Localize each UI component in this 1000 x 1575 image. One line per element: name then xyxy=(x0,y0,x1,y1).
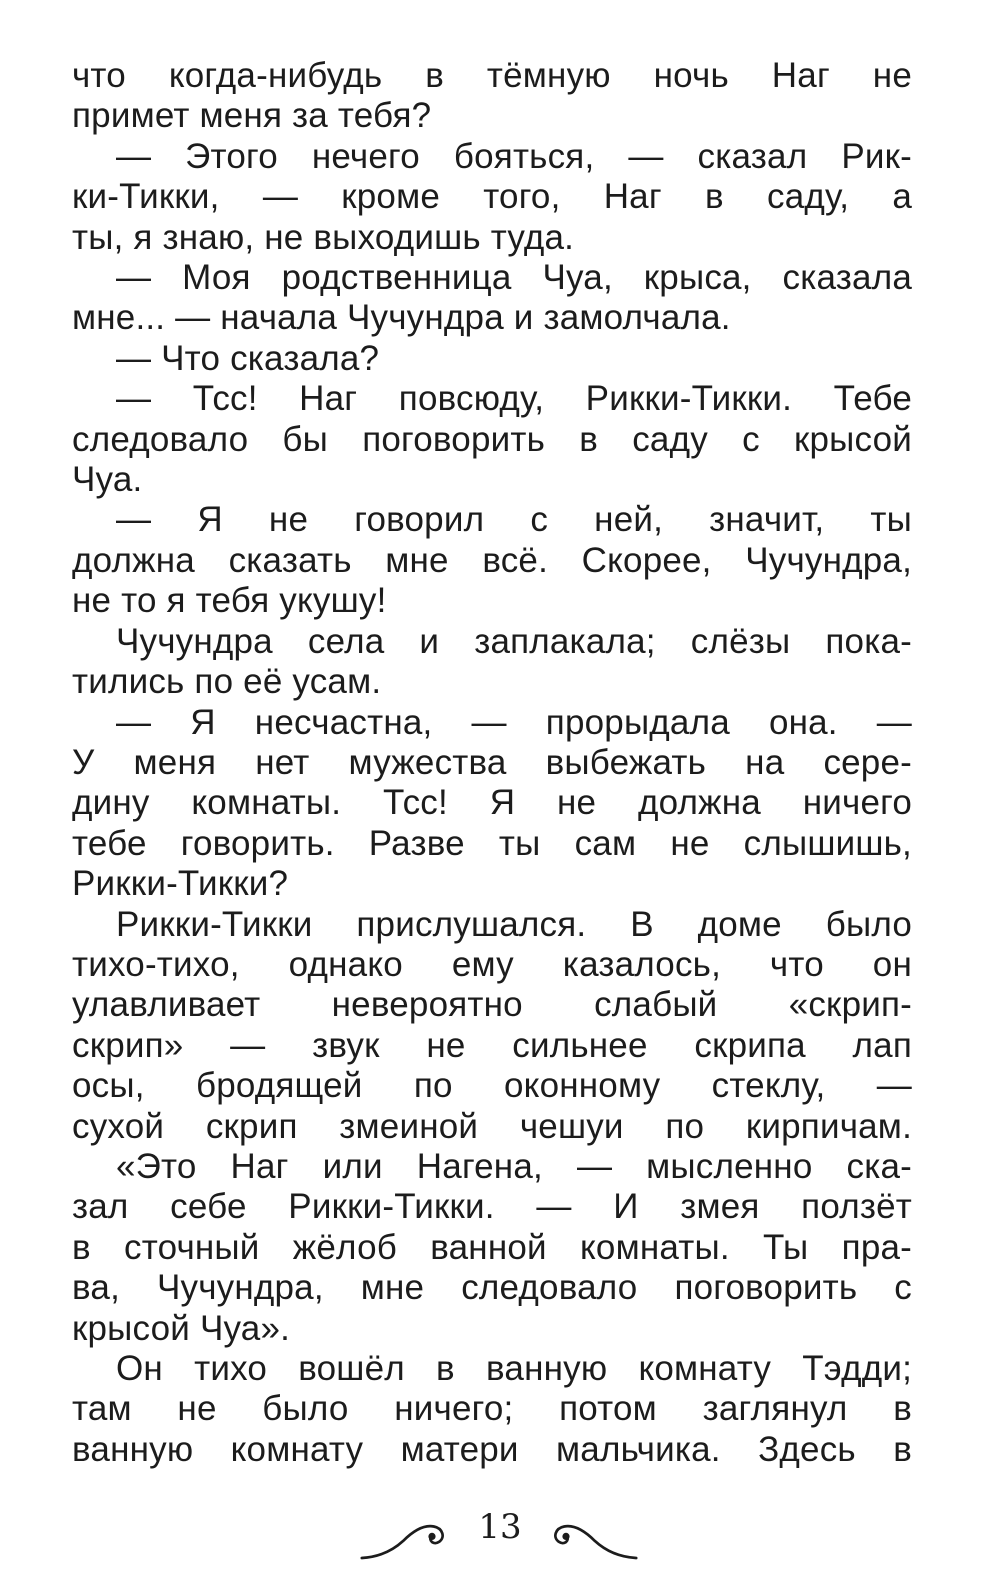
text-line: Рикки-Тикки? xyxy=(72,864,289,904)
text-line: не то я тебя укушу! xyxy=(72,581,387,621)
swirl-ornament-icon xyxy=(548,1515,638,1565)
text-line: У меня нет мужества выбежать на сере- xyxy=(72,742,912,782)
text-line: примет меня за тебя? xyxy=(72,96,432,136)
text-line: улавливает невероятно слабый «скрип- xyxy=(72,985,912,1025)
text-line: — Моя родственница Чуа, крыса, сказала xyxy=(116,258,912,298)
text-line: ты, я знаю, не выходишь туда. xyxy=(72,217,575,257)
text-line: Рикки-Тикки прислушался. В доме было xyxy=(116,904,912,944)
text-line: тебе говорить. Разве ты сам не слышишь, xyxy=(72,823,912,863)
text-line: Чучундра села и заплакала; слёзы пока- xyxy=(116,621,912,661)
text-line: — Я не говорил с ней, значит, ты xyxy=(116,500,912,540)
text-line: в сточный жёлоб ванной комнаты. Ты пра- xyxy=(72,1227,912,1267)
text-line: тились по её усам. xyxy=(72,662,382,702)
text-line: сухой скрип змеиной чешуи по кирпичам. xyxy=(72,1106,912,1146)
page-footer xyxy=(0,1505,1000,1565)
text-line: осы, бродящей по оконному стеклу, — xyxy=(72,1066,912,1106)
text-line: следовало бы поговорить в саду с крысой xyxy=(72,419,912,459)
text-line: — Тсс! Наг повсюду, Рикки-Тикки. Тебе xyxy=(116,379,912,419)
text-line: зал себе Рикки-Тикки. — И змея ползёт xyxy=(72,1187,912,1227)
text-line: должна сказать мне всё. Скорее, Чучундра, xyxy=(72,540,912,580)
text-line: там не было ничего; потом заглянул в xyxy=(72,1389,912,1429)
swirl-ornament-icon xyxy=(360,1515,450,1565)
text-line: мне... — начала Чучундра и замолчала. xyxy=(72,298,731,338)
text-line: — Что сказала? xyxy=(116,338,380,378)
text-line: Он тихо вошёл в ванную комнату Тэдди; xyxy=(116,1349,912,1388)
text-line: ки-Тикки, — кроме того, Наг в саду, а xyxy=(72,177,912,217)
text-line: дину комнаты. Тсс! Я не должна ничего xyxy=(72,783,912,823)
text-line: ванную комнату матери мальчика. Здесь в xyxy=(72,1429,912,1469)
text-line: — Я несчастна, — прорыдала она. — xyxy=(116,702,912,742)
text-line: ва, Чучундра, мне следовало поговорить с xyxy=(72,1268,912,1308)
page-number: 13 xyxy=(478,1507,522,1547)
text-line: что когда-нибудь в тёмную ночь Наг не xyxy=(72,56,912,95)
text-line: крысой Чуа». xyxy=(72,1308,291,1348)
text-line: Чуа. xyxy=(72,460,143,500)
page-body xyxy=(72,56,912,1470)
text-line: скрип» — звук не сильнее скрипа лап xyxy=(72,1025,912,1065)
text-line: «Это Наг или Нагена, — мысленно ска- xyxy=(116,1146,912,1186)
text-line: тихо-тихо, однако ему казалось, что он xyxy=(72,944,912,984)
text-line: — Этого нечего бояться, — сказал Рик- xyxy=(116,136,912,176)
